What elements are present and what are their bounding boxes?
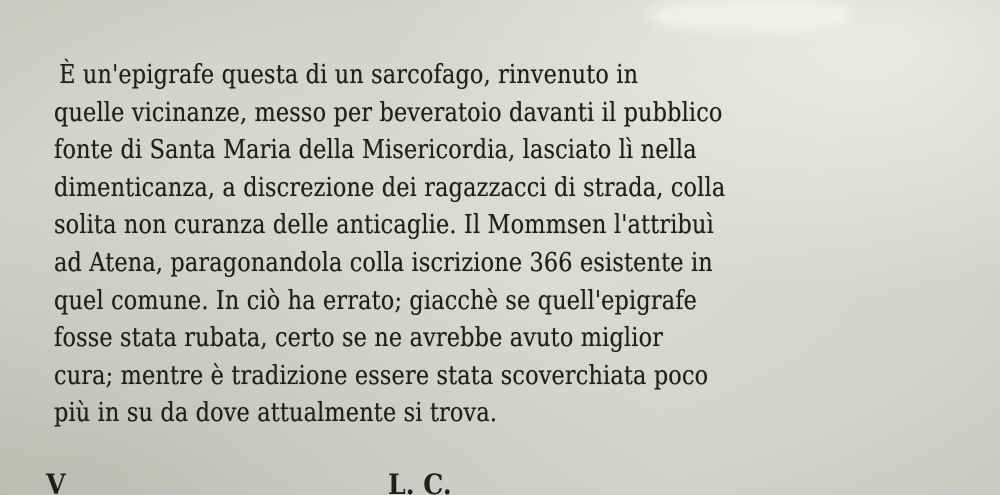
paragraph [54,57,854,433]
paragraph-line: ad Atena, paragonandola colla iscrizione 366 esistente in [54,247,713,278]
paragraph-line: fonte di Santa Maria della Misericordia, lasciato lì nella [54,135,697,166]
paragraph-line: cura; mentre è tradizione essere stata scoverchiata poco [54,360,709,391]
paragraph-line: fosse stata rubata, certo se ne avrebbe avuto miglior [54,323,664,354]
section-numeral: V [46,468,66,495]
paragraph-line: solita non curanza delle anticaglie. Il Mommsen l'attribuì [54,210,714,241]
paragraph-line: dimenticanza, a discrezione dei ragazzacci di strada, colla [54,172,726,203]
next-section-headings [0,468,1000,495]
paragraph-line: quel comune. In ciò ha errato; giacchè se quell'epigrafe [54,285,698,316]
paragraph-line: quelle vicinanze, messo per beveratoio davanti il pubblico [54,97,723,128]
section-initials: L. C. [388,468,452,495]
paragraph-line: più in su da dove attualmente si trova. [54,398,498,429]
paragraph-line: È un'epigrafe questa di un sarcofago, rinvenuto in [59,60,639,90]
paper-smudge [650,0,850,30]
